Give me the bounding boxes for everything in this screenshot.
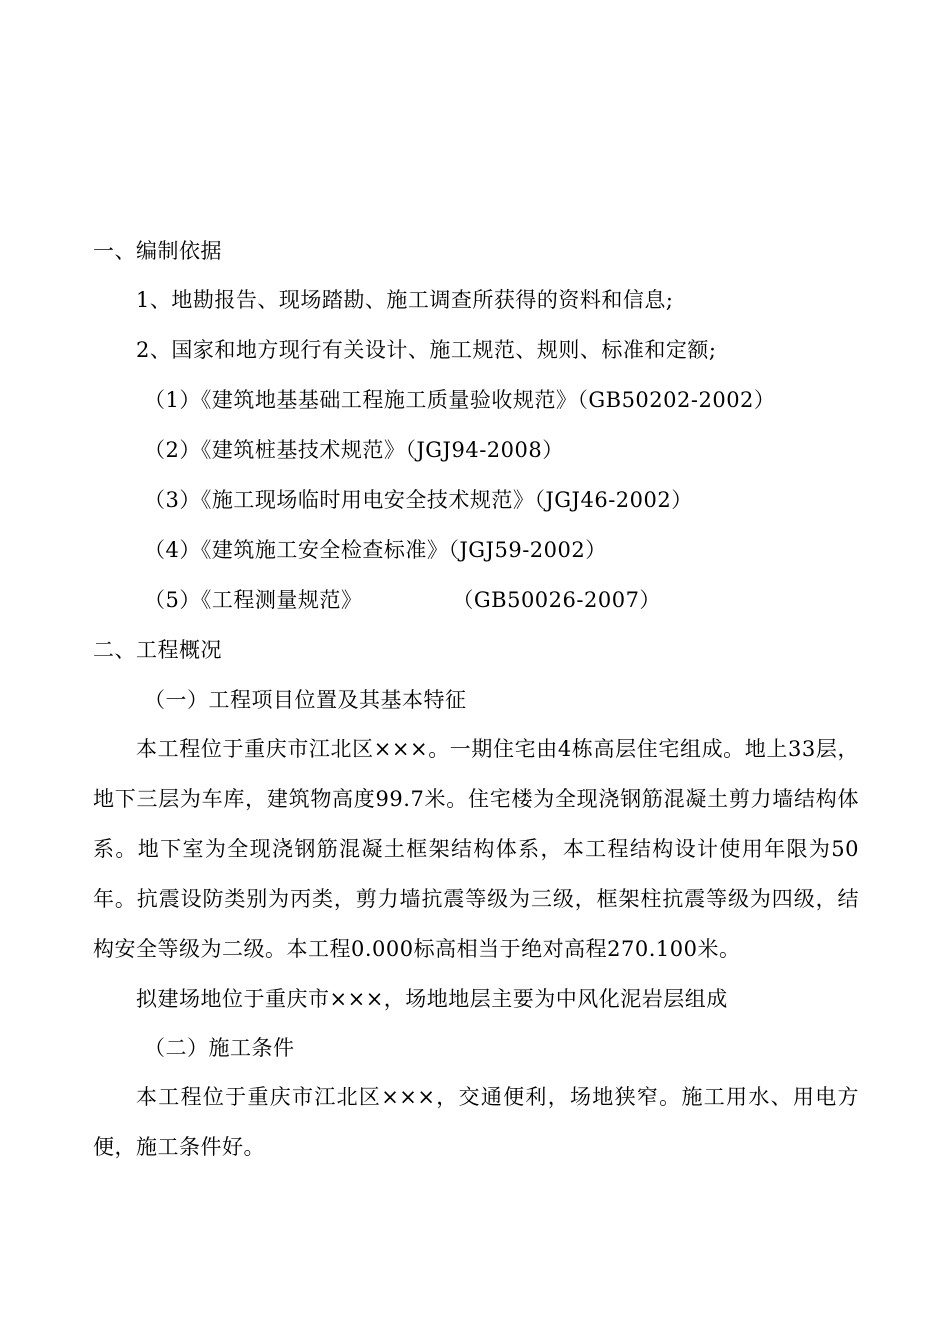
paragraph-site-geology: 拟建场地位于重庆市×××，场地地层主要为中风化泥岩层组成 [136, 987, 728, 1011]
standard-item-1: （1）《建筑地基基础工程施工质量验收规范》（GB50202-2002） [144, 388, 776, 412]
standard-item-4: （4）《建筑施工安全检查标准》（JGJ59-2002） [144, 538, 607, 562]
basis-item-2: 2、国家和地方现行有关设计、施工规范、规则、标准和定额; [136, 338, 717, 362]
subsection-heading-conditions: （二）施工条件 [144, 1036, 295, 1060]
standard-item-2: （2）《建筑桩基技术规范》（JGJ94-2008） [144, 438, 564, 462]
standard-item-5-code: （GB50026-2007） [452, 588, 661, 612]
standard-item-5 [144, 585, 914, 615]
standard-item-5-name: （5）《工程测量规范》 [144, 588, 363, 612]
paragraph-construction-conditions: 本工程位于重庆市江北区×××，交通便利，场地狭窄。施工用水、用电方便，施工条件好。 [93, 1085, 859, 1159]
basis-item-1: 1、地勘报告、现场踏勘、施工调查所获得的资料和信息; [136, 288, 674, 312]
paragraph-project-features: 本工程位于重庆市江北区×××。一期住宅由4栋高层住宅组成。地上33层，地下三层为车库，建筑物高度99.7米。住宅楼为全现浇钢筋混凝土剪力墙结构体系。地下室为全现浇钢筋混凝土框架结构体系，本工程结构设计使用年限为50年。抗震设防类别为丙类，剪力墙抗震等级为三级，框架柱抗震等级为四级，结构安全等级为二级。本工程0.000标高相当于绝对高程270.100米。 [93, 737, 859, 961]
section-heading-basis: 一、编制依据 [93, 239, 222, 263]
section-heading-overview: 二、工程概况 [93, 638, 222, 662]
subsection-heading-location: （一）工程项目位置及其基本特征 [144, 688, 467, 712]
standard-item-3: （3）《施工现场临时用电安全技术规范》（JGJ46-2002） [144, 488, 693, 512]
